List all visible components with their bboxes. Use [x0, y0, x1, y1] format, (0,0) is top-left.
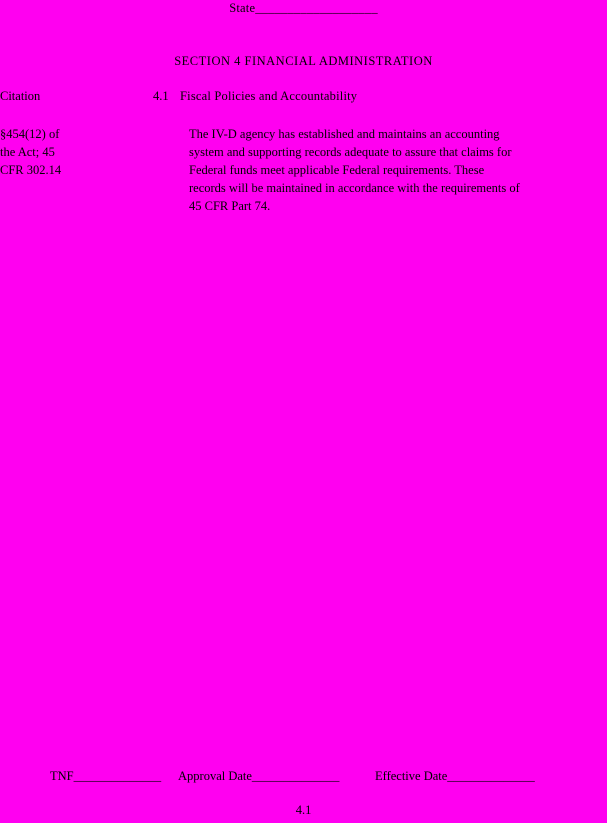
- approval-date-field: Approval Date______________: [178, 769, 340, 783]
- provision-text-line: records will be maintained in accordance with the requirements of: [189, 181, 520, 195]
- state-label: State: [229, 1, 256, 15]
- provision-text-column: [189, 125, 601, 215]
- citation-line: §454(12) of: [0, 127, 60, 141]
- citation-column-label: Citation: [0, 89, 41, 103]
- state-field-line: [0, 1, 607, 16]
- provision-text-line: system and supporting records adequate to assure that claims for: [189, 145, 512, 159]
- provision-citation-column: [0, 125, 150, 179]
- page-number: 4.1: [295, 803, 312, 817]
- citation-line: CFR 302.14: [0, 163, 62, 177]
- provision-text-line: 45 CFR Part 74.: [189, 199, 271, 213]
- item-number: 4.1: [153, 89, 169, 103]
- provision-text-line: The IV-D agency has established and maintains an accounting: [189, 127, 500, 141]
- citation-line: the Act; 45: [0, 145, 55, 159]
- tnf-field: TNF______________: [50, 769, 162, 783]
- provision-text-line: Federal funds meet applicable Federal requirements. These: [189, 163, 485, 177]
- section-heading: SECTION 4 FINANCIAL ADMINISTRATION: [174, 54, 433, 68]
- item-title: Fiscal Policies and Accountability: [180, 89, 358, 103]
- effective-date-field: Effective Date______________: [375, 769, 535, 783]
- state-blank: ___________________: [255, 1, 378, 15]
